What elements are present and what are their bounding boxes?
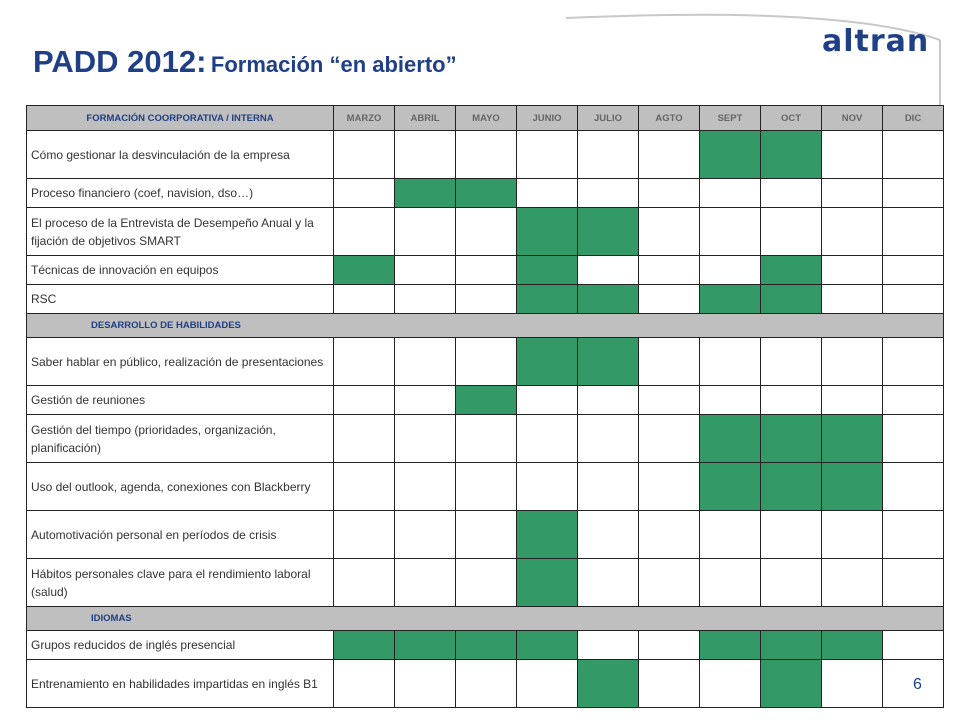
altran-logo: altran	[822, 24, 930, 59]
empty-cell	[517, 386, 578, 415]
empty-cell	[639, 660, 700, 708]
scheduled-cell	[700, 415, 761, 463]
title-main: PADD 2012:	[33, 44, 207, 79]
empty-cell	[700, 660, 761, 708]
empty-cell	[578, 256, 639, 285]
empty-cell	[700, 208, 761, 256]
course-label: Automotivación personal en períodos de crisis	[27, 511, 334, 559]
scheduled-cell	[517, 511, 578, 559]
scheduled-cell	[517, 285, 578, 314]
empty-cell	[456, 131, 517, 179]
table-row	[27, 660, 944, 708]
empty-cell	[334, 208, 395, 256]
section-row	[27, 314, 944, 338]
empty-cell	[883, 463, 944, 511]
empty-cell	[334, 660, 395, 708]
empty-cell	[822, 131, 883, 179]
course-label: Proceso financiero (coef, navision, dso…)	[27, 179, 334, 208]
empty-cell	[395, 285, 456, 314]
table-row	[27, 208, 944, 256]
empty-cell	[883, 338, 944, 386]
course-label: Entrenamiento en habilidades impartidas en inglés B1	[27, 660, 334, 708]
empty-cell	[822, 559, 883, 607]
empty-cell	[395, 386, 456, 415]
empty-cell	[639, 256, 700, 285]
empty-cell	[334, 131, 395, 179]
title-sub: Formación “en abierto”	[210, 52, 457, 77]
empty-cell	[883, 511, 944, 559]
empty-cell	[578, 386, 639, 415]
scheduled-cell	[578, 285, 639, 314]
empty-cell	[334, 285, 395, 314]
empty-cell	[578, 559, 639, 607]
empty-cell	[334, 179, 395, 208]
course-label: Técnicas de innovación en equipos	[27, 256, 334, 285]
empty-cell	[639, 415, 700, 463]
scheduled-cell	[761, 131, 822, 179]
course-label: Gestión de reuniones	[27, 386, 334, 415]
empty-cell	[822, 511, 883, 559]
empty-cell	[578, 131, 639, 179]
month-header: SEPT	[700, 106, 761, 131]
scheduled-cell	[334, 256, 395, 285]
training-calendar-table	[26, 105, 944, 708]
scheduled-cell	[517, 338, 578, 386]
scheduled-cell	[761, 415, 822, 463]
empty-cell	[822, 285, 883, 314]
section-title: FORMACIÓN COORPORATIVA / INTERNA	[27, 106, 334, 131]
scheduled-cell	[822, 463, 883, 511]
table-row	[27, 631, 944, 660]
month-header: DIC	[883, 106, 944, 131]
scheduled-cell	[517, 631, 578, 660]
scheduled-cell	[761, 631, 822, 660]
scheduled-cell	[517, 256, 578, 285]
scheduled-cell	[456, 179, 517, 208]
section-row	[27, 607, 944, 631]
empty-cell	[822, 386, 883, 415]
empty-cell	[578, 415, 639, 463]
scheduled-cell	[761, 463, 822, 511]
empty-cell	[395, 131, 456, 179]
empty-cell	[761, 511, 822, 559]
empty-cell	[456, 338, 517, 386]
scheduled-cell	[700, 285, 761, 314]
empty-cell	[395, 338, 456, 386]
scheduled-cell	[822, 415, 883, 463]
scheduled-cell	[761, 256, 822, 285]
empty-cell	[883, 208, 944, 256]
empty-cell	[395, 415, 456, 463]
empty-cell	[456, 415, 517, 463]
empty-cell	[822, 179, 883, 208]
empty-cell	[334, 338, 395, 386]
month-header: OCT	[761, 106, 822, 131]
empty-cell	[639, 559, 700, 607]
month-header: NOV	[822, 106, 883, 131]
empty-cell	[456, 256, 517, 285]
empty-cell	[883, 285, 944, 314]
course-label: RSC	[27, 285, 334, 314]
course-label: Saber hablar en público, realización de presentaciones	[27, 338, 334, 386]
table-row	[27, 256, 944, 285]
course-label: Uso del outlook, agenda, conexiones con Blackberry	[27, 463, 334, 511]
scheduled-cell	[700, 131, 761, 179]
empty-cell	[639, 208, 700, 256]
empty-cell	[334, 559, 395, 607]
empty-cell	[456, 559, 517, 607]
empty-cell	[883, 131, 944, 179]
empty-cell	[761, 179, 822, 208]
empty-cell	[517, 131, 578, 179]
empty-cell	[517, 463, 578, 511]
empty-cell	[700, 511, 761, 559]
table-row	[27, 463, 944, 511]
scheduled-cell	[700, 631, 761, 660]
empty-cell	[395, 559, 456, 607]
empty-cell	[883, 415, 944, 463]
table-row	[27, 285, 944, 314]
table-row	[27, 131, 944, 179]
course-label: Cómo gestionar la desvinculación de la empresa	[27, 131, 334, 179]
empty-cell	[517, 415, 578, 463]
month-header: AGTO	[639, 106, 700, 131]
scheduled-cell	[761, 285, 822, 314]
empty-cell	[639, 631, 700, 660]
scheduled-cell	[456, 386, 517, 415]
empty-cell	[578, 631, 639, 660]
page-title	[33, 44, 457, 80]
month-header: JULIO	[578, 106, 639, 131]
scheduled-cell	[822, 631, 883, 660]
empty-cell	[700, 338, 761, 386]
month-header: ABRIL	[395, 106, 456, 131]
course-label: El proceso de la Entrevista de Desempeño Anual y la fijación de objetivos SMART	[27, 208, 334, 256]
course-label: Grupos reducidos de inglés presencial	[27, 631, 334, 660]
scheduled-cell	[517, 559, 578, 607]
scheduled-cell	[334, 631, 395, 660]
empty-cell	[578, 511, 639, 559]
scheduled-cell	[395, 631, 456, 660]
empty-cell	[395, 208, 456, 256]
empty-cell	[700, 559, 761, 607]
empty-cell	[700, 256, 761, 285]
empty-cell	[639, 131, 700, 179]
table-row	[27, 338, 944, 386]
scheduled-cell	[700, 463, 761, 511]
empty-cell	[883, 631, 944, 660]
course-label: Hábitos personales clave para el rendimiento laboral (salud)	[27, 559, 334, 607]
month-header: MAYO	[456, 106, 517, 131]
table-row	[27, 415, 944, 463]
scheduled-cell	[517, 208, 578, 256]
empty-cell	[334, 386, 395, 415]
table-row	[27, 511, 944, 559]
section-title: DESARROLLO DE HABILIDADES	[27, 314, 944, 338]
month-header: JUNIO	[517, 106, 578, 131]
empty-cell	[456, 660, 517, 708]
empty-cell	[822, 338, 883, 386]
empty-cell	[761, 386, 822, 415]
empty-cell	[395, 463, 456, 511]
empty-cell	[639, 511, 700, 559]
empty-cell	[578, 179, 639, 208]
empty-cell	[517, 660, 578, 708]
empty-cell	[761, 338, 822, 386]
empty-cell	[822, 660, 883, 708]
empty-cell	[639, 386, 700, 415]
empty-cell	[639, 179, 700, 208]
empty-cell	[334, 463, 395, 511]
table-header-row	[27, 106, 944, 131]
empty-cell	[700, 179, 761, 208]
empty-cell	[334, 415, 395, 463]
empty-cell	[883, 179, 944, 208]
empty-cell	[456, 285, 517, 314]
empty-cell	[395, 660, 456, 708]
empty-cell	[456, 463, 517, 511]
empty-cell	[578, 463, 639, 511]
scheduled-cell	[578, 208, 639, 256]
empty-cell	[639, 338, 700, 386]
page-number: 6	[913, 676, 922, 693]
scheduled-cell	[578, 338, 639, 386]
empty-cell	[761, 559, 822, 607]
scheduled-cell	[761, 660, 822, 708]
empty-cell	[883, 256, 944, 285]
empty-cell	[883, 559, 944, 607]
empty-cell	[517, 179, 578, 208]
scheduled-cell	[578, 660, 639, 708]
table-row	[27, 179, 944, 208]
empty-cell	[822, 256, 883, 285]
table-row	[27, 559, 944, 607]
empty-cell	[883, 386, 944, 415]
scheduled-cell	[395, 179, 456, 208]
empty-cell	[700, 386, 761, 415]
scheduled-cell	[456, 631, 517, 660]
empty-cell	[639, 285, 700, 314]
table-row	[27, 386, 944, 415]
empty-cell	[456, 208, 517, 256]
empty-cell	[761, 208, 822, 256]
empty-cell	[334, 511, 395, 559]
section-title: IDIOMAS	[27, 607, 944, 631]
empty-cell	[395, 511, 456, 559]
empty-cell	[639, 463, 700, 511]
empty-cell	[456, 511, 517, 559]
month-header: MARZO	[334, 106, 395, 131]
course-label: Gestión del tiempo (prioridades, organización, planificación)	[27, 415, 334, 463]
empty-cell	[395, 256, 456, 285]
empty-cell	[822, 208, 883, 256]
